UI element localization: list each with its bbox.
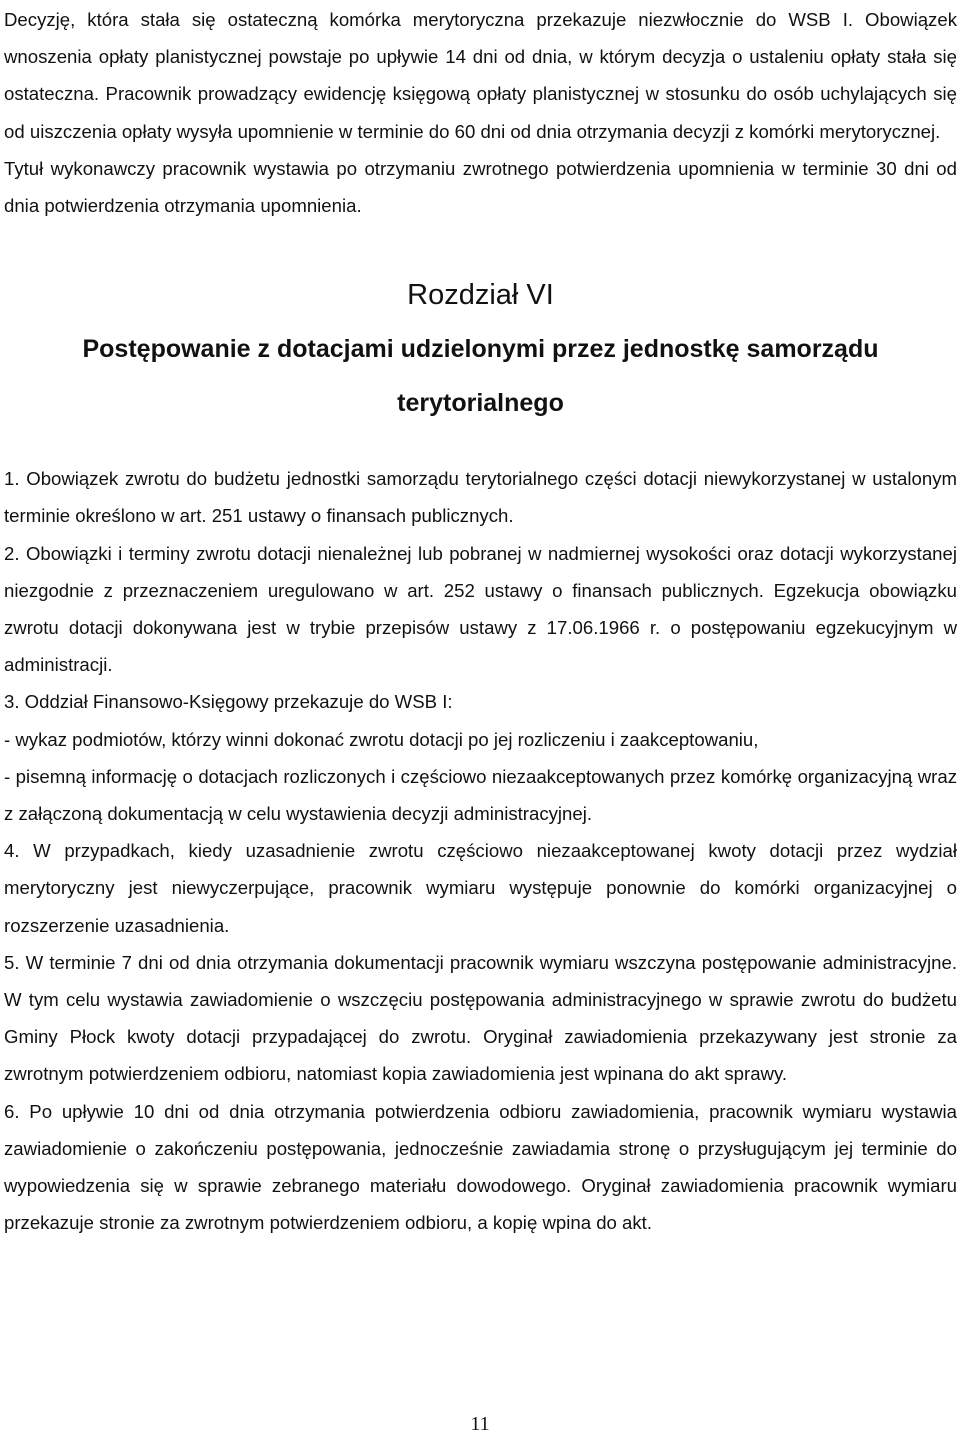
intro-paragraph-2: Tytuł wykonawczy pracownik wystawia po otrzymaniu zwrotnego potwierdzenia upomnienia w terminie 30 dni od dnia potwierdzenia otrzymania upomnienia. xyxy=(4,157,957,217)
intro-paragraph-1: Decyzję, która stała się ostateczną komórka merytoryczna przekazuje niezwłocznie do WSB I. Obowiązek wnoszenia opłaty planistycznej powstaje po upływie 14 dni od dnia, w którym decyzja o ustaleniu opłaty stała się ostateczna. Pracownik prowadzący ewidencję księgową opłaty planistycznej w stosunku do osób uchylających się od uiszczenia opłaty wysyła upomnienie w terminie do 60 dni od dnia otrzymania decyzji z komórki merytorycznej. xyxy=(4,9,957,142)
chapter-number: Rozdział VI xyxy=(407,279,554,312)
chapter-title-line-2: terytorialnego xyxy=(397,389,564,418)
list-item-4: 4. W przypadkach, kiedy uzasadnienie zwrotu częściowo niezaakceptowanej kwoty dotacji przez wydział merytoryczny jest niewyczerpujące, pracownik wymiaru występuje ponownie do komórki organizacyjnej o rozszerzenie uzasadnienia. xyxy=(4,840,957,936)
list-item-3: 3. Oddział Finansowo-Księgowy przekazuje do WSB I: xyxy=(4,691,453,713)
chapter-title-line-1: Postępowanie z dotacjami udzielonymi przez jednostkę samorządu xyxy=(82,335,879,364)
list-item-2: 2. Obowiązki i terminy zwrotu dotacji nienależnej lub pobranej w nadmiernej wysokości oraz dotacji wykorzystanej niezgodnie z przeznaczeniem uregulowano w art. 252 ustawy o finansach publicznych. Egzekucja obowiązku zwrotu dotacji dokonywana jest w trybie przepisów ustawy z 17.06.1966 r. o postępowaniu egzekucyjnym w administracji. xyxy=(4,542,957,676)
list-item-1: 1. Obowiązek zwrotu do budżetu jednostki samorządu terytorialnego części dotacji niewykorzystanej w ustalonym terminie określono w art. 251 ustawy o finansach publicznych. xyxy=(4,468,957,527)
list-item-3-bullet-2: - pisemną informację o dotacjach rozliczonych i częściowo niezaakceptowanych przez komórkę organizacyjną wraz z załączoną dokumentacją w celu wystawienia decyzji administracyjnej. xyxy=(4,765,957,825)
list-item-5: 5. W terminie 7 dni od dnia otrzymania dokumentacji pracownik wymiaru wszczyna postępowanie administracyjne. W tym celu wystawia zawiadomienie o wszczęciu postępowania administracyjnego w sprawie zwrotu do budżetu Gminy Płock kwoty dotacji przypadającej do zwrotu. Oryginał zawiadomienia przekazywany jest stronie za zwrotnym potwierdzeniem odbioru, natomiast kopia zawiadomienia jest wpinana do akt sprawy. xyxy=(4,951,957,1085)
page-number: 11 xyxy=(470,1413,490,1435)
spacer xyxy=(4,430,957,460)
spacer xyxy=(4,224,957,268)
document-page xyxy=(4,0,957,1241)
list-item-3-bullet-1: - wykaz podmiotów, którzy winni dokonać zwrotu dotacji po jej rozliczeniu i zaakceptowaniu, xyxy=(4,728,759,750)
list-item-6: 6. Po upływie 10 dni od dnia otrzymania potwierdzenia odbioru zawiadomienia, pracownik wymiaru wystawia zawiadomienie o zakończeniu postępowania, jednocześnie zawiadamia stronę o przysługującym jej terminie do wypowiedzenia się w sprawie zebranego materiału dowodowego. Oryginał zawiadomienia pracownik wymiaru przekazuje stronie za zwrotnym potwierdzeniem odbioru, a kopię wpina do akt. xyxy=(4,1100,957,1234)
